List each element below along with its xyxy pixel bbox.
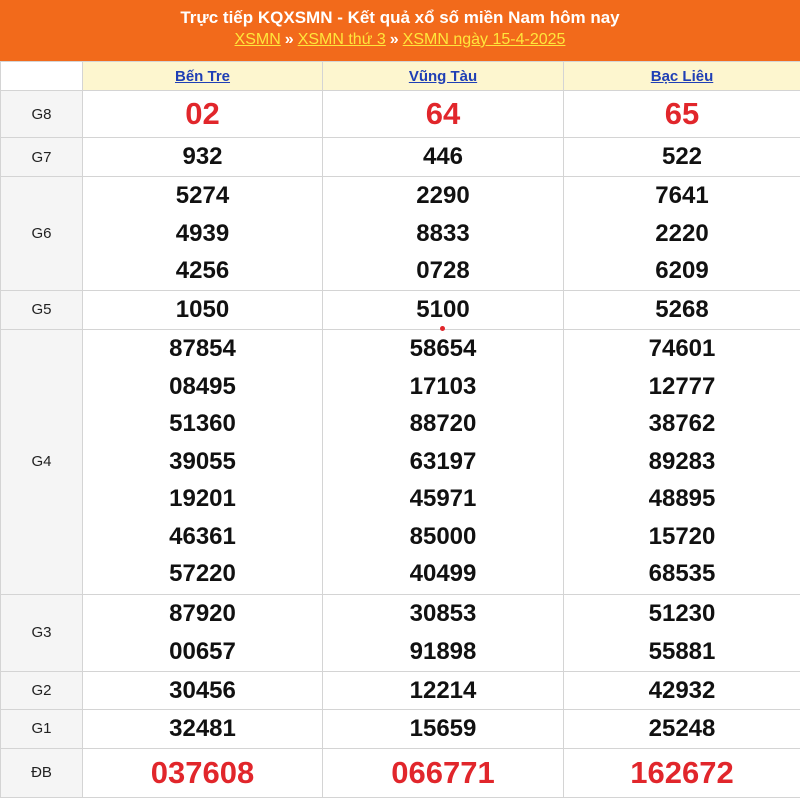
- prize-row-g4: [1, 329, 800, 594]
- result-cell: [323, 138, 564, 177]
- result-cell: [323, 177, 564, 291]
- result-number: 89283: [564, 443, 800, 481]
- breadcrumb-link-xsmn-thu-3[interactable]: XSMN thứ 3: [298, 31, 386, 48]
- result-number: 066771: [323, 750, 563, 796]
- result-number: 74601: [564, 330, 800, 368]
- prize-label: G8: [1, 91, 83, 138]
- result-number: 15659: [323, 710, 563, 748]
- table-header-row: [1, 62, 800, 91]
- result-number: 87854: [83, 330, 322, 368]
- result-number: 30853: [323, 595, 563, 633]
- result-number: 12214: [323, 672, 563, 710]
- result-number: 6209: [564, 252, 800, 290]
- column-header: [564, 62, 800, 91]
- result-cell: [564, 594, 800, 671]
- result-number: 55881: [564, 633, 800, 671]
- result-cell: [564, 177, 800, 291]
- result-number: 522: [564, 138, 800, 176]
- prize-label: G6: [1, 177, 83, 291]
- result-number: 5268: [564, 291, 800, 329]
- prize-label: G4: [1, 329, 83, 594]
- result-number: 932: [83, 138, 322, 176]
- result-cell: [83, 138, 323, 177]
- result-number: 32481: [83, 710, 322, 748]
- result-number: 38762: [564, 405, 800, 443]
- result-cell: [564, 91, 800, 138]
- result-number: 162672: [564, 750, 800, 796]
- result-cell: [323, 671, 564, 710]
- result-cell: [564, 710, 800, 749]
- result-number: 30456: [83, 672, 322, 710]
- province-link-bac-lieu[interactable]: Bạc Liêu: [651, 68, 714, 85]
- result-cell: [83, 748, 323, 797]
- result-number: 1050: [83, 291, 322, 329]
- result-cell: [564, 291, 800, 330]
- result-cell: [83, 710, 323, 749]
- column-header: [83, 62, 323, 91]
- result-cell: [564, 748, 800, 797]
- result-number: 2290: [323, 177, 563, 215]
- result-cell: [83, 671, 323, 710]
- prize-row-g5: [1, 291, 800, 330]
- result-number: 39055: [83, 443, 322, 481]
- decorative-dot: [440, 326, 445, 331]
- result-number: 5274: [83, 177, 322, 215]
- result-number: 12777: [564, 368, 800, 406]
- result-number: 19201: [83, 480, 322, 518]
- prize-row-g2: [1, 671, 800, 710]
- column-header: [323, 62, 564, 91]
- prize-row-db: [1, 748, 800, 797]
- result-number: 51230: [564, 595, 800, 633]
- result-cell: [83, 594, 323, 671]
- result-cell: [323, 291, 564, 330]
- result-cell: [564, 671, 800, 710]
- prize-row-g8: [1, 91, 800, 138]
- result-number: 02: [83, 92, 322, 136]
- result-number: 88720: [323, 405, 563, 443]
- prize-label: G7: [1, 138, 83, 177]
- result-number: 57220: [83, 555, 322, 593]
- result-cell: [564, 329, 800, 594]
- prize-label: G5: [1, 291, 83, 330]
- result-number: 64: [323, 92, 563, 136]
- result-number: 68535: [564, 555, 800, 593]
- result-number: 87920: [83, 595, 322, 633]
- result-number: 2220: [564, 215, 800, 253]
- breadcrumb-link-xsmn-date[interactable]: XSMN ngày 15-4-2025: [403, 31, 566, 48]
- province-link-vung-tau[interactable]: Vũng Tàu: [409, 68, 477, 85]
- result-number: 00657: [83, 633, 322, 671]
- prize-row-g7: [1, 138, 800, 177]
- result-cell: [83, 177, 323, 291]
- results-table: [0, 61, 800, 798]
- result-number: 8833: [323, 215, 563, 253]
- result-cell: [323, 91, 564, 138]
- result-number: 63197: [323, 443, 563, 481]
- prize-label: G3: [1, 594, 83, 671]
- result-number: 51360: [83, 405, 322, 443]
- result-number: 48895: [564, 480, 800, 518]
- result-cell: [323, 594, 564, 671]
- result-number: 45971: [323, 480, 563, 518]
- result-cell: [323, 329, 564, 594]
- result-cell: [83, 291, 323, 330]
- result-cell: [83, 329, 323, 594]
- result-number: 58654: [323, 330, 563, 368]
- result-number: 5100: [323, 291, 563, 329]
- result-number: 91898: [323, 633, 563, 671]
- breadcrumb: [0, 29, 800, 51]
- prize-label: G2: [1, 671, 83, 710]
- results-header: [0, 0, 800, 61]
- result-cell: [323, 710, 564, 749]
- result-number: 46361: [83, 518, 322, 556]
- result-number: 42932: [564, 672, 800, 710]
- result-number: 4939: [83, 215, 322, 253]
- prize-row-g6: [1, 177, 800, 291]
- result-number: 65: [564, 92, 800, 136]
- result-cell: [564, 138, 800, 177]
- result-number: 15720: [564, 518, 800, 556]
- result-number: 85000: [323, 518, 563, 556]
- prize-row-g1: [1, 710, 800, 749]
- province-link-ben-tre[interactable]: Bến Tre: [175, 68, 230, 85]
- page-title: Trực tiếp KQXSMN - Kết quả xổ số miền Nam hôm nay: [0, 7, 800, 29]
- prize-row-g3: [1, 594, 800, 671]
- corner-cell: [1, 62, 83, 91]
- result-cell: [83, 91, 323, 138]
- result-number: 446: [323, 138, 563, 176]
- prize-label: ĐB: [1, 748, 83, 797]
- prize-label: G1: [1, 710, 83, 749]
- result-number: 25248: [564, 710, 800, 748]
- result-number: 40499: [323, 555, 563, 593]
- result-number: 0728: [323, 252, 563, 290]
- result-number: 4256: [83, 252, 322, 290]
- breadcrumb-link-xsmn[interactable]: XSMN: [235, 31, 281, 48]
- result-number: 7641: [564, 177, 800, 215]
- result-number: 17103: [323, 368, 563, 406]
- result-number: 08495: [83, 368, 322, 406]
- breadcrumb-separator: »: [390, 31, 399, 48]
- result-number: 037608: [83, 750, 322, 796]
- result-cell: [323, 748, 564, 797]
- breadcrumb-separator: »: [285, 31, 294, 48]
